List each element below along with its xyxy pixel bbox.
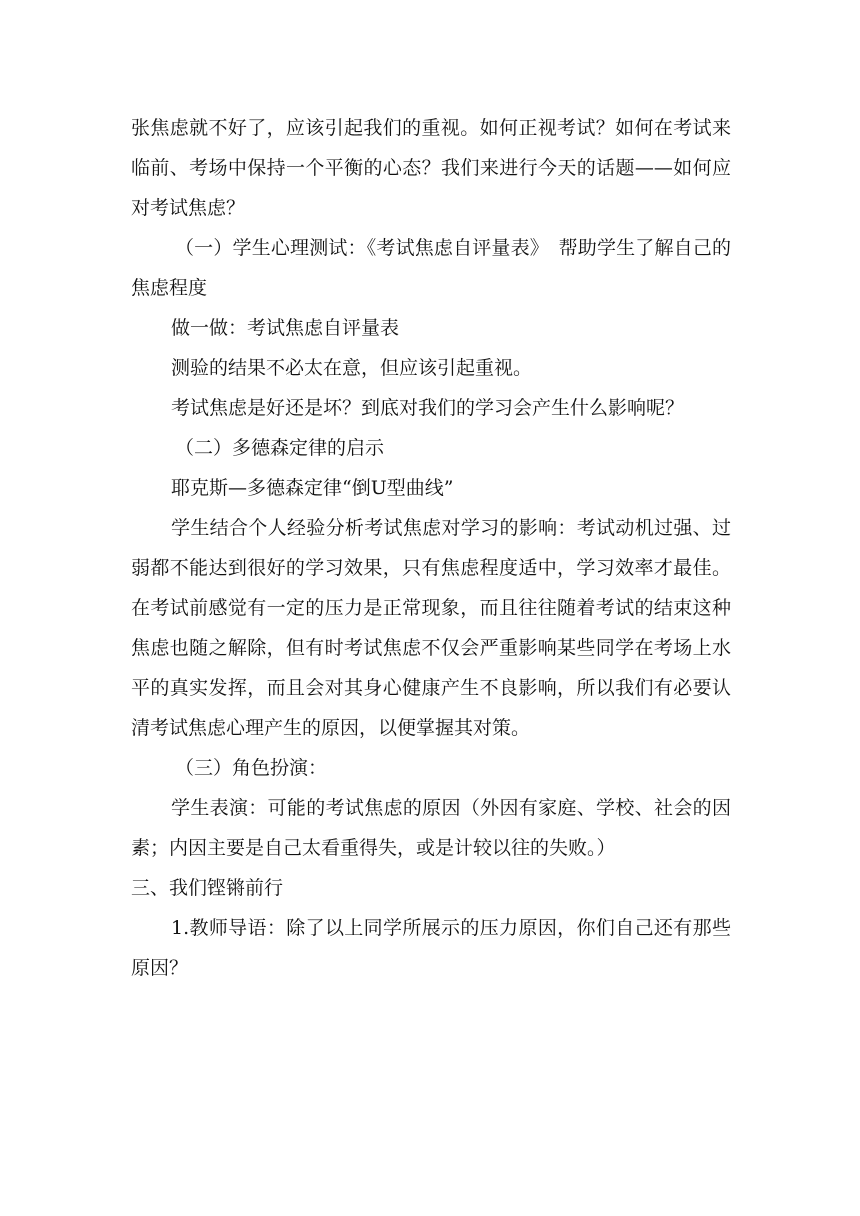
part-heading-3: 三、我们铿锵前行 [131, 877, 284, 899]
paragraph-intro: 张焦虑就不好了，应该引起我们的重视。如何正视考试？如何在考试来临前、考场中保持一个平衡的心态？我们来进行今天的话题——如何应对考试焦虑？ [131, 117, 731, 219]
paragraph-activity: 做一做：考试焦虑自评量表 [171, 317, 400, 339]
paragraph-test-result: 测验的结果不必太在意，但应该引起重视。 [171, 357, 533, 379]
paragraph-law: 耶克斯—多德森定律“倒U型曲线” [171, 477, 454, 499]
paragraph-teacher-guide: 1.教师导语：除了以上同学所展示的压力原因，你们自己还有那些原因？ [131, 917, 731, 979]
section-heading-1: （一）学生心理测试：《考试焦虑自评量表》 帮助学生了解自己的焦虑程度 [131, 237, 731, 299]
section-heading-3: （三）角色扮演： [175, 757, 328, 779]
document-page [131, 108, 731, 988]
paragraph-question: 考试焦虑是好还是坏？到底对我们的学习会产生什么影响呢？ [171, 397, 685, 419]
paragraph-roleplay: 学生表演：可能的考试焦虑的原因（外因有家庭、学校、社会的因素；内因主要是自己太看重得失，或是计较以往的失败。） [131, 797, 731, 859]
section-heading-2: （二）多德森定律的启示 [175, 437, 385, 459]
paragraph-analysis: 学生结合个人经验分析考试焦虑对学习的影响：考试动机过强、过弱都不能达到很好的学习效果，只有焦虑程度适中，学习效率才最佳。在考试前感觉有一定的压力是正常现象，而且往往随着考试的结束这种焦虑也随之解除，但有时考试焦虑不仅会严重影响某些同学在考场上水平的真实发挥，而且会对其身心健康产生不良影响，所以我们有必要认清考试焦虑心理产生的原因，以便掌握其对策。 [131, 517, 731, 739]
